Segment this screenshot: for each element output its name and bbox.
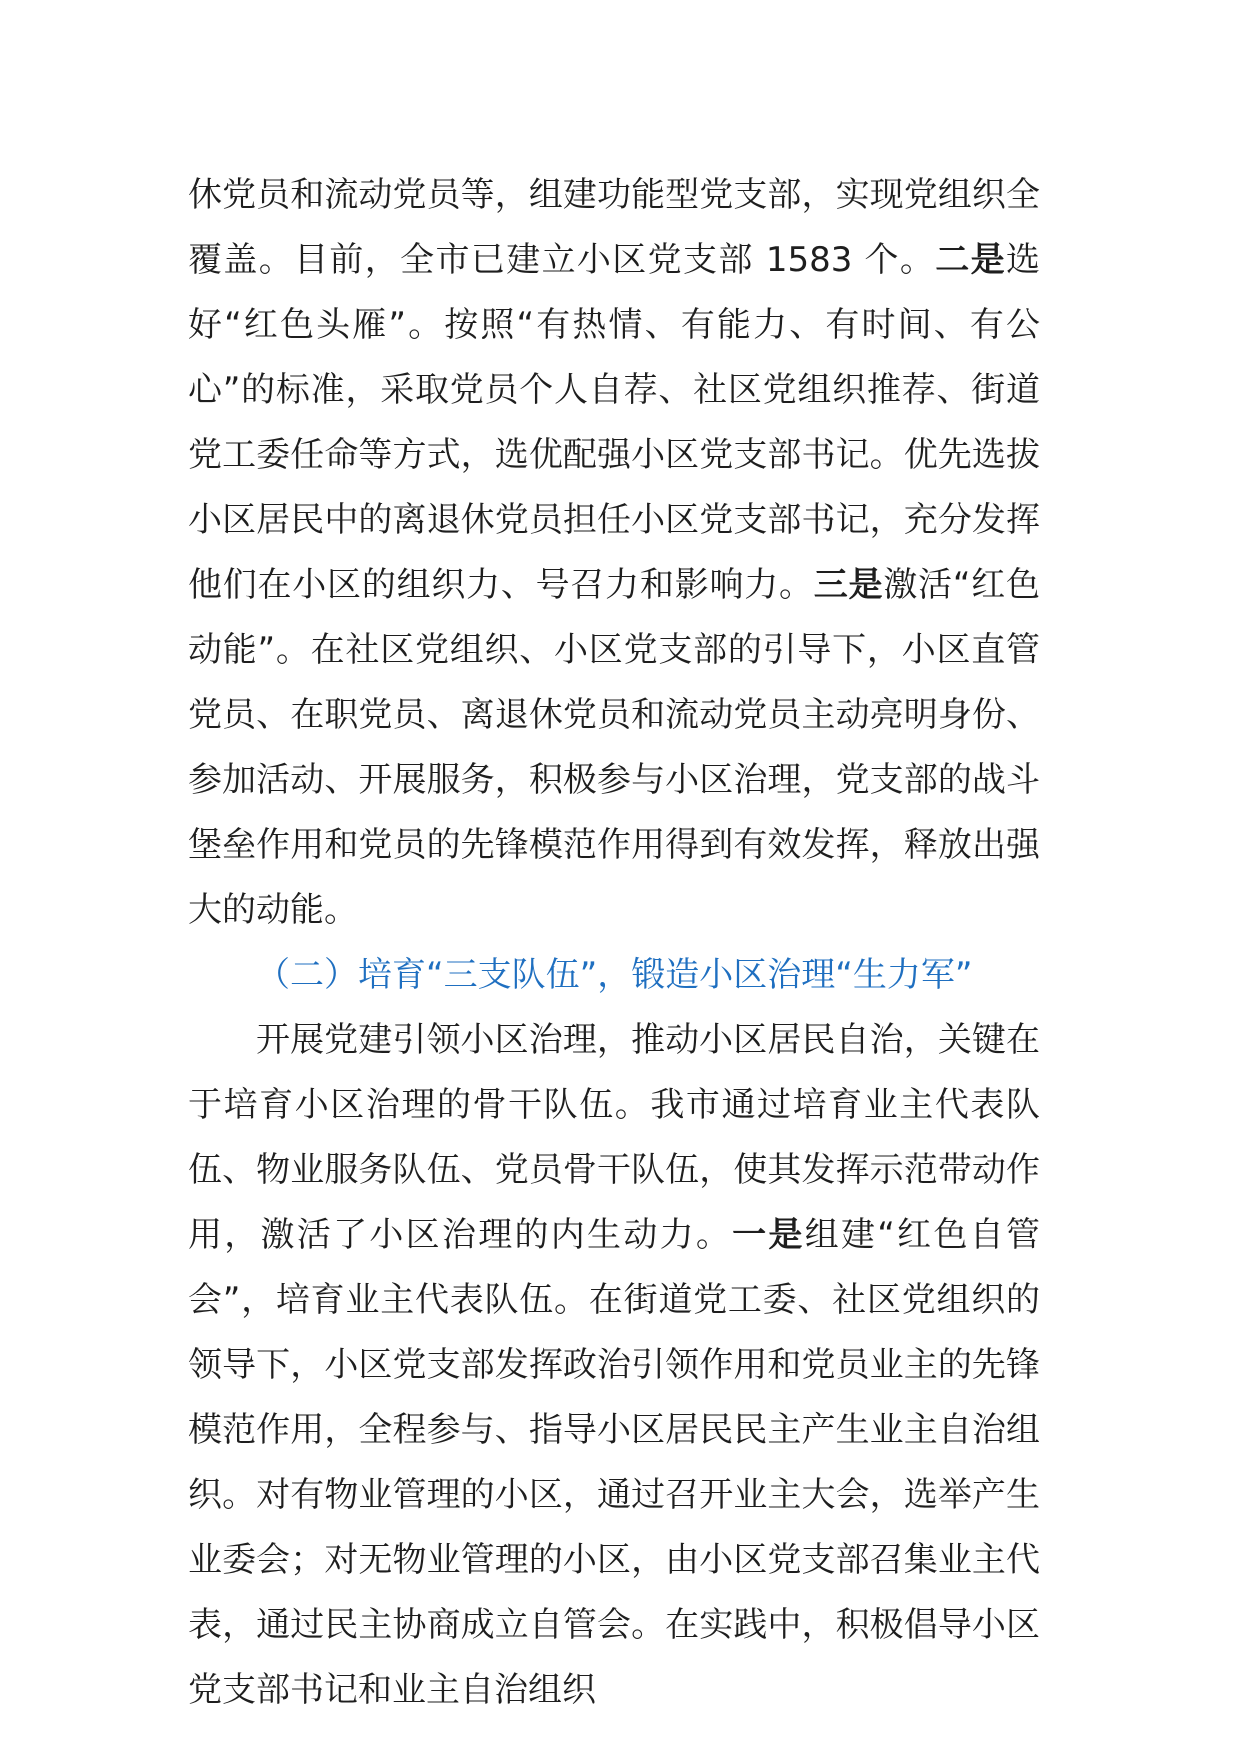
paragraph-1-bold-2: 三是 bbox=[813, 565, 884, 605]
paragraph-2-text-2: 组建“红色自管会”，培育业主代表队伍。在街道党工委、社区党组织的领导下，小区党支部发挥政治引领作用和党员业主的先锋模范作用，全程参与、指导小区居民民主产生业主自治组织。对有物业管理的小区，通过召开业主大会，选举产生业委会；对无物业管理的小区，由小区党支部召集业主代表，通过民主协商成立自管会。在实践中，积极倡导小区党支部书记和业主自治组织 bbox=[188, 1215, 1040, 1710]
paragraph-2-text-1: 开展党建引领小区治理，推动小区居民自治，关键在于培育小区治理的骨干队伍。我市通过培育业主代表队伍、物业服务队伍、党员骨干队伍，使其发挥示范带动作用，激活了小区治理的内生动力。 bbox=[188, 1020, 1040, 1255]
section-heading-2: （二）培育“三支队伍”，锻造小区治理“生力军” bbox=[256, 955, 973, 995]
paragraph-1-text-1: 休党员和流动党员等，组建功能型党支部，实现党组织全覆盖。目前，全市已建立小区党支部 1583 个。 bbox=[188, 175, 1040, 280]
body-paragraph-2 bbox=[188, 1008, 1040, 1723]
paragraph-1-bold-1: 二是 bbox=[935, 240, 1006, 280]
paragraph-2-bold-1: 一是 bbox=[732, 1215, 805, 1255]
body-paragraph-1 bbox=[188, 163, 1040, 943]
paragraph-1-text-3: 激活“红色动能”。在社区党组织、小区党支部的引导下，小区直管党员、在职党员、离退休党员和流动党员主动亮明身份、参加活动、开展服务，积极参与小区治理，党支部的战斗堡垒作用和党员的先锋模范作用得到有效发挥，释放出强大的动能。 bbox=[188, 565, 1040, 930]
paragraph-1-text-2: 选好“红色头雁”。按照“有热情、有能力、有时间、有公心”的标准，采取党员个人自荐、社区党组织推荐、街道党工委任命等方式，选优配强小区党支部书记。优先选拔小区居民中的离退休党员担任小区党支部书记，充分发挥他们在小区的组织力、号召力和影响力。 bbox=[188, 240, 1040, 605]
document-page bbox=[188, 163, 1040, 1723]
